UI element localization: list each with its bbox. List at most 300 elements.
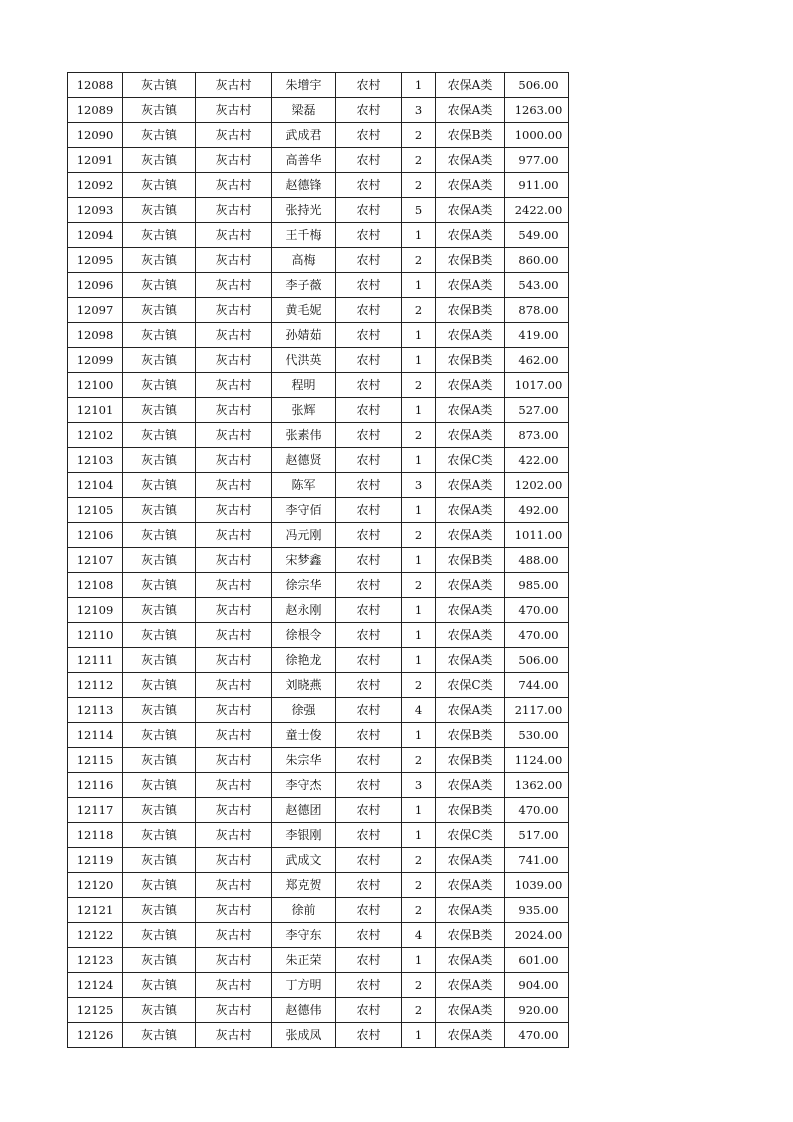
- serial-number-cell: 12094: [68, 223, 123, 248]
- category-cell: 农保B类: [436, 798, 505, 823]
- amount-cell: 878.00: [505, 298, 569, 323]
- category-cell: 农保A类: [436, 148, 505, 173]
- serial-number-cell: 12098: [68, 323, 123, 348]
- town-cell: 灰古镇: [123, 998, 196, 1023]
- town-cell: 灰古镇: [123, 723, 196, 748]
- amount-cell: 2117.00: [505, 698, 569, 723]
- household-type-cell: 农村: [336, 923, 402, 948]
- serial-number-cell: 12103: [68, 448, 123, 473]
- people-count-cell: 1: [402, 948, 436, 973]
- amount-cell: 527.00: [505, 398, 569, 423]
- amount-cell: 1017.00: [505, 373, 569, 398]
- town-cell: 灰古镇: [123, 448, 196, 473]
- household-type-cell: 农村: [336, 373, 402, 398]
- village-cell: 灰古村: [196, 148, 272, 173]
- category-cell: 农保A类: [436, 973, 505, 998]
- category-cell: 农保A类: [436, 523, 505, 548]
- amount-cell: 530.00: [505, 723, 569, 748]
- household-type-cell: 农村: [336, 348, 402, 373]
- household-type-cell: 农村: [336, 723, 402, 748]
- town-cell: 灰古镇: [123, 148, 196, 173]
- household-type-cell: 农村: [336, 298, 402, 323]
- people-count-cell: 2: [402, 873, 436, 898]
- town-cell: 灰古镇: [123, 323, 196, 348]
- serial-number-cell: 12119: [68, 848, 123, 873]
- amount-cell: 543.00: [505, 273, 569, 298]
- town-cell: 灰古镇: [123, 348, 196, 373]
- table-row: [68, 323, 569, 348]
- name-cell: 高梅: [272, 248, 336, 273]
- category-cell: 农保A类: [436, 1023, 505, 1048]
- table-row: [68, 698, 569, 723]
- village-cell: 灰古村: [196, 298, 272, 323]
- town-cell: 灰古镇: [123, 623, 196, 648]
- household-type-cell: 农村: [336, 948, 402, 973]
- category-cell: 农保A类: [436, 698, 505, 723]
- village-cell: 灰古村: [196, 623, 272, 648]
- amount-cell: 1011.00: [505, 523, 569, 548]
- town-cell: 灰古镇: [123, 898, 196, 923]
- household-type-cell: 农村: [336, 398, 402, 423]
- household-type-cell: 农村: [336, 698, 402, 723]
- name-cell: 李银刚: [272, 823, 336, 848]
- people-count-cell: 2: [402, 898, 436, 923]
- people-count-cell: 2: [402, 523, 436, 548]
- category-cell: 农保A类: [436, 273, 505, 298]
- village-cell: 灰古村: [196, 873, 272, 898]
- village-cell: 灰古村: [196, 423, 272, 448]
- serial-number-cell: 12100: [68, 373, 123, 398]
- serial-number-cell: 12091: [68, 148, 123, 173]
- village-cell: 灰古村: [196, 1023, 272, 1048]
- serial-number-cell: 12088: [68, 73, 123, 98]
- category-cell: 农保B类: [436, 748, 505, 773]
- amount-cell: 741.00: [505, 848, 569, 873]
- table-row: [68, 773, 569, 798]
- village-cell: 灰古村: [196, 448, 272, 473]
- name-cell: 赵德伟: [272, 998, 336, 1023]
- household-type-cell: 农村: [336, 873, 402, 898]
- name-cell: 赵德锋: [272, 173, 336, 198]
- household-type-cell: 农村: [336, 423, 402, 448]
- people-count-cell: 4: [402, 923, 436, 948]
- amount-cell: 1039.00: [505, 873, 569, 898]
- amount-cell: 422.00: [505, 448, 569, 473]
- name-cell: 武成文: [272, 848, 336, 873]
- name-cell: 朱正荣: [272, 948, 336, 973]
- name-cell: 张素伟: [272, 423, 336, 448]
- table-row: [68, 98, 569, 123]
- name-cell: 陈军: [272, 473, 336, 498]
- name-cell: 张辉: [272, 398, 336, 423]
- serial-number-cell: 12106: [68, 523, 123, 548]
- people-count-cell: 1: [402, 823, 436, 848]
- amount-cell: 601.00: [505, 948, 569, 973]
- amount-cell: 977.00: [505, 148, 569, 173]
- serial-number-cell: 12102: [68, 423, 123, 448]
- amount-cell: 920.00: [505, 998, 569, 1023]
- town-cell: 灰古镇: [123, 298, 196, 323]
- village-cell: 灰古村: [196, 648, 272, 673]
- household-type-cell: 农村: [336, 148, 402, 173]
- serial-number-cell: 12095: [68, 248, 123, 273]
- amount-cell: 419.00: [505, 323, 569, 348]
- amount-cell: 1263.00: [505, 98, 569, 123]
- category-cell: 农保A类: [436, 223, 505, 248]
- name-cell: 宋梦鑫: [272, 548, 336, 573]
- name-cell: 武成君: [272, 123, 336, 148]
- town-cell: 灰古镇: [123, 523, 196, 548]
- serial-number-cell: 12092: [68, 173, 123, 198]
- village-cell: 灰古村: [196, 898, 272, 923]
- town-cell: 灰古镇: [123, 848, 196, 873]
- category-cell: 农保A类: [436, 623, 505, 648]
- people-count-cell: 2: [402, 998, 436, 1023]
- town-cell: 灰古镇: [123, 498, 196, 523]
- people-count-cell: 1: [402, 273, 436, 298]
- table-row: [68, 248, 569, 273]
- town-cell: 灰古镇: [123, 1023, 196, 1048]
- category-cell: 农保A类: [436, 948, 505, 973]
- amount-cell: 462.00: [505, 348, 569, 373]
- town-cell: 灰古镇: [123, 198, 196, 223]
- serial-number-cell: 12118: [68, 823, 123, 848]
- table-row: [68, 198, 569, 223]
- serial-number-cell: 12096: [68, 273, 123, 298]
- household-type-cell: 农村: [336, 248, 402, 273]
- name-cell: 孙婧茹: [272, 323, 336, 348]
- category-cell: 农保B类: [436, 123, 505, 148]
- village-cell: 灰古村: [196, 923, 272, 948]
- village-cell: 灰古村: [196, 98, 272, 123]
- people-count-cell: 2: [402, 248, 436, 273]
- table-row: [68, 873, 569, 898]
- town-cell: 灰古镇: [123, 648, 196, 673]
- category-cell: 农保A类: [436, 598, 505, 623]
- serial-number-cell: 12112: [68, 673, 123, 698]
- household-type-cell: 农村: [336, 498, 402, 523]
- village-cell: 灰古村: [196, 523, 272, 548]
- village-cell: 灰古村: [196, 698, 272, 723]
- serial-number-cell: 12089: [68, 98, 123, 123]
- town-cell: 灰古镇: [123, 973, 196, 998]
- table-row: [68, 273, 569, 298]
- village-cell: 灰古村: [196, 973, 272, 998]
- category-cell: 农保A类: [436, 648, 505, 673]
- serial-number-cell: 12120: [68, 873, 123, 898]
- town-cell: 灰古镇: [123, 173, 196, 198]
- table-row: [68, 548, 569, 573]
- people-count-cell: 1: [402, 398, 436, 423]
- table-row: [68, 73, 569, 98]
- town-cell: 灰古镇: [123, 948, 196, 973]
- village-cell: 灰古村: [196, 198, 272, 223]
- name-cell: 冯元刚: [272, 523, 336, 548]
- people-count-cell: 1: [402, 323, 436, 348]
- name-cell: 丁方明: [272, 973, 336, 998]
- town-cell: 灰古镇: [123, 473, 196, 498]
- name-cell: 程明: [272, 373, 336, 398]
- village-cell: 灰古村: [196, 73, 272, 98]
- category-cell: 农保A类: [436, 423, 505, 448]
- town-cell: 灰古镇: [123, 748, 196, 773]
- name-cell: 朱增宇: [272, 73, 336, 98]
- amount-cell: 506.00: [505, 648, 569, 673]
- table-row: [68, 598, 569, 623]
- people-count-cell: 1: [402, 548, 436, 573]
- name-cell: 徐前: [272, 898, 336, 923]
- household-type-cell: 农村: [336, 973, 402, 998]
- village-cell: 灰古村: [196, 498, 272, 523]
- table-row: [68, 473, 569, 498]
- town-cell: 灰古镇: [123, 573, 196, 598]
- town-cell: 灰古镇: [123, 423, 196, 448]
- village-cell: 灰古村: [196, 273, 272, 298]
- village-cell: 灰古村: [196, 323, 272, 348]
- category-cell: 农保A类: [436, 73, 505, 98]
- household-type-cell: 农村: [336, 223, 402, 248]
- people-count-cell: 1: [402, 1023, 436, 1048]
- name-cell: 赵永刚: [272, 598, 336, 623]
- town-cell: 灰古镇: [123, 873, 196, 898]
- category-cell: 农保A类: [436, 373, 505, 398]
- people-count-cell: 1: [402, 448, 436, 473]
- name-cell: 朱宗华: [272, 748, 336, 773]
- people-count-cell: 2: [402, 148, 436, 173]
- household-type-cell: 农村: [336, 898, 402, 923]
- people-count-cell: 3: [402, 773, 436, 798]
- name-cell: 张持光: [272, 198, 336, 223]
- serial-number-cell: 12122: [68, 923, 123, 948]
- amount-cell: 744.00: [505, 673, 569, 698]
- people-count-cell: 1: [402, 723, 436, 748]
- village-cell: 灰古村: [196, 823, 272, 848]
- village-cell: 灰古村: [196, 998, 272, 1023]
- household-type-cell: 农村: [336, 798, 402, 823]
- category-cell: 农保B类: [436, 723, 505, 748]
- village-cell: 灰古村: [196, 123, 272, 148]
- name-cell: 徐根令: [272, 623, 336, 648]
- name-cell: 李守杰: [272, 773, 336, 798]
- town-cell: 灰古镇: [123, 273, 196, 298]
- table-row: [68, 123, 569, 148]
- table-row: [68, 523, 569, 548]
- people-count-cell: 2: [402, 573, 436, 598]
- table-row: [68, 1023, 569, 1048]
- serial-number-cell: 12113: [68, 698, 123, 723]
- name-cell: 赵德团: [272, 798, 336, 823]
- table-row: [68, 298, 569, 323]
- amount-cell: 2422.00: [505, 198, 569, 223]
- village-cell: 灰古村: [196, 548, 272, 573]
- amount-cell: 860.00: [505, 248, 569, 273]
- town-cell: 灰古镇: [123, 773, 196, 798]
- household-type-cell: 农村: [336, 598, 402, 623]
- category-cell: 农保A类: [436, 323, 505, 348]
- town-cell: 灰古镇: [123, 398, 196, 423]
- amount-cell: 904.00: [505, 973, 569, 998]
- name-cell: 徐强: [272, 698, 336, 723]
- table-row: [68, 973, 569, 998]
- village-cell: 灰古村: [196, 348, 272, 373]
- category-cell: 农保B类: [436, 548, 505, 573]
- table-row: [68, 448, 569, 473]
- household-type-cell: 农村: [336, 323, 402, 348]
- household-type-cell: 农村: [336, 448, 402, 473]
- village-cell: 灰古村: [196, 948, 272, 973]
- people-count-cell: 2: [402, 673, 436, 698]
- table-body: [68, 73, 569, 1048]
- table-row: [68, 673, 569, 698]
- household-type-cell: 农村: [336, 573, 402, 598]
- town-cell: 灰古镇: [123, 373, 196, 398]
- town-cell: 灰古镇: [123, 98, 196, 123]
- town-cell: 灰古镇: [123, 823, 196, 848]
- household-type-cell: 农村: [336, 998, 402, 1023]
- category-cell: 农保A类: [436, 898, 505, 923]
- village-cell: 灰古村: [196, 673, 272, 698]
- people-count-cell: 2: [402, 748, 436, 773]
- category-cell: 农保B类: [436, 348, 505, 373]
- name-cell: 梁磊: [272, 98, 336, 123]
- table-row: [68, 348, 569, 373]
- amount-cell: 470.00: [505, 623, 569, 648]
- serial-number-cell: 12121: [68, 898, 123, 923]
- serial-number-cell: 12110: [68, 623, 123, 648]
- town-cell: 灰古镇: [123, 248, 196, 273]
- amount-cell: 517.00: [505, 823, 569, 848]
- amount-cell: 549.00: [505, 223, 569, 248]
- name-cell: 李守东: [272, 923, 336, 948]
- amount-cell: 1124.00: [505, 748, 569, 773]
- serial-number-cell: 12104: [68, 473, 123, 498]
- village-cell: 灰古村: [196, 573, 272, 598]
- category-cell: 农保B类: [436, 923, 505, 948]
- serial-number-cell: 12115: [68, 748, 123, 773]
- serial-number-cell: 12109: [68, 598, 123, 623]
- village-cell: 灰古村: [196, 773, 272, 798]
- category-cell: 农保A类: [436, 848, 505, 873]
- village-cell: 灰古村: [196, 723, 272, 748]
- town-cell: 灰古镇: [123, 548, 196, 573]
- amount-cell: 488.00: [505, 548, 569, 573]
- village-cell: 灰古村: [196, 748, 272, 773]
- category-cell: 农保B类: [436, 248, 505, 273]
- serial-number-cell: 12116: [68, 773, 123, 798]
- village-cell: 灰古村: [196, 473, 272, 498]
- town-cell: 灰古镇: [123, 73, 196, 98]
- household-type-cell: 农村: [336, 823, 402, 848]
- village-cell: 灰古村: [196, 598, 272, 623]
- category-cell: 农保A类: [436, 498, 505, 523]
- serial-number-cell: 12114: [68, 723, 123, 748]
- people-count-cell: 1: [402, 73, 436, 98]
- people-count-cell: 3: [402, 98, 436, 123]
- subsidy-table: [67, 72, 569, 1048]
- serial-number-cell: 12125: [68, 998, 123, 1023]
- category-cell: 农保A类: [436, 398, 505, 423]
- household-type-cell: 农村: [336, 173, 402, 198]
- name-cell: 张成凤: [272, 1023, 336, 1048]
- table-row: [68, 848, 569, 873]
- category-cell: 农保A类: [436, 173, 505, 198]
- amount-cell: 1202.00: [505, 473, 569, 498]
- table-row: [68, 373, 569, 398]
- amount-cell: 492.00: [505, 498, 569, 523]
- category-cell: 农保A类: [436, 473, 505, 498]
- category-cell: 农保A类: [436, 873, 505, 898]
- people-count-cell: 3: [402, 473, 436, 498]
- household-type-cell: 农村: [336, 748, 402, 773]
- category-cell: 农保A类: [436, 998, 505, 1023]
- household-type-cell: 农村: [336, 273, 402, 298]
- category-cell: 农保C类: [436, 823, 505, 848]
- amount-cell: 470.00: [505, 798, 569, 823]
- category-cell: 农保A类: [436, 98, 505, 123]
- village-cell: 灰古村: [196, 248, 272, 273]
- serial-number-cell: 12126: [68, 1023, 123, 1048]
- category-cell: 农保A类: [436, 773, 505, 798]
- household-type-cell: 农村: [336, 1023, 402, 1048]
- amount-cell: 873.00: [505, 423, 569, 448]
- household-type-cell: 农村: [336, 73, 402, 98]
- name-cell: 赵德贤: [272, 448, 336, 473]
- table-row: [68, 148, 569, 173]
- table-row: [68, 948, 569, 973]
- serial-number-cell: 12105: [68, 498, 123, 523]
- table-row: [68, 223, 569, 248]
- name-cell: 徐艳龙: [272, 648, 336, 673]
- category-cell: 农保A类: [436, 573, 505, 598]
- town-cell: 灰古镇: [123, 698, 196, 723]
- town-cell: 灰古镇: [123, 923, 196, 948]
- village-cell: 灰古村: [196, 798, 272, 823]
- people-count-cell: 1: [402, 648, 436, 673]
- amount-cell: 470.00: [505, 1023, 569, 1048]
- table-row: [68, 573, 569, 598]
- people-count-cell: 5: [402, 198, 436, 223]
- people-count-cell: 1: [402, 798, 436, 823]
- household-type-cell: 农村: [336, 123, 402, 148]
- people-count-cell: 1: [402, 598, 436, 623]
- town-cell: 灰古镇: [123, 798, 196, 823]
- people-count-cell: 1: [402, 498, 436, 523]
- people-count-cell: 2: [402, 423, 436, 448]
- people-count-cell: 1: [402, 623, 436, 648]
- people-count-cell: 2: [402, 123, 436, 148]
- people-count-cell: 2: [402, 173, 436, 198]
- household-type-cell: 农村: [336, 623, 402, 648]
- people-count-cell: 4: [402, 698, 436, 723]
- village-cell: 灰古村: [196, 398, 272, 423]
- amount-cell: 470.00: [505, 598, 569, 623]
- people-count-cell: 2: [402, 848, 436, 873]
- serial-number-cell: 12124: [68, 973, 123, 998]
- household-type-cell: 农村: [336, 848, 402, 873]
- people-count-cell: 2: [402, 373, 436, 398]
- serial-number-cell: 12107: [68, 548, 123, 573]
- household-type-cell: 农村: [336, 98, 402, 123]
- amount-cell: 1000.00: [505, 123, 569, 148]
- serial-number-cell: 12090: [68, 123, 123, 148]
- table-row: [68, 173, 569, 198]
- name-cell: 王千梅: [272, 223, 336, 248]
- household-type-cell: 农村: [336, 773, 402, 798]
- table-row: [68, 923, 569, 948]
- table-row: [68, 648, 569, 673]
- serial-number-cell: 12097: [68, 298, 123, 323]
- serial-number-cell: 12123: [68, 948, 123, 973]
